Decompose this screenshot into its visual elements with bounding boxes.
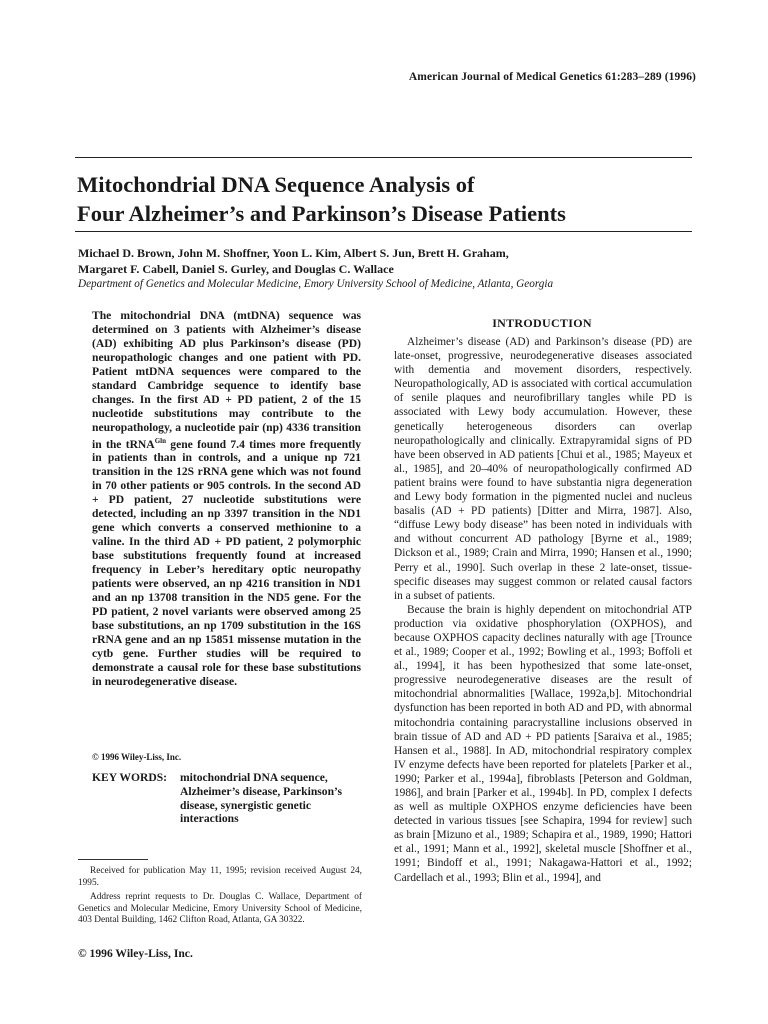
footnote-received: Received for publication May 11, 1995; revision received August 24, 1995.: [78, 866, 362, 888]
footnote-reprint: Address reprint requests to Dr. Douglas C. Wallace, Department of Genetics and Molecular Medicine, Emory University School of Medicine, 403 Dental Building, 1462 Clifton Road, Atlanta, GA 30322.: [78, 892, 362, 925]
article-title: [77, 170, 697, 228]
author-list: [78, 246, 693, 277]
abstract-superscript: Gln: [154, 436, 166, 445]
affiliation: Department of Genetics and Molecular Medicine, Emory University School of Medicine, Atlanta, Georgia: [78, 278, 554, 290]
keywords-text: mitochondrial DNA sequence, Alzheimer’s disease, Parkinson’s disease, synergistic genetic interactions: [180, 771, 342, 826]
keywords-label: KEY WORDS:: [92, 771, 168, 784]
abstract: [92, 309, 361, 689]
title-top-rule: [75, 157, 692, 158]
footnote-rule: [78, 859, 148, 860]
authors-line-2: Margaret F. Cabell, Daniel S. Gurley, and Douglas C. Wallace: [78, 261, 394, 276]
intro-paragraph-1: Alzheimer’s disease (AD) and Parkinson’s disease (PD) are late-onset, progressive, neurodegenerative diseases associated with dementia and movement disorders, respectively. Neuropathologically, AD is associated with cortical accumulation of senile plaques and neurofibrillary tangles while PD is associated with Lewy body accumulation. However, these genetically heterogeneous disorders can overlap neuropathologically and clinically. Extrapyramidal signs of PD have been observed in AD patients [Chui et al., 1985; Mayeux et al., 1985], and 20–40% of neuropathologically confirmed AD patient brains were found to have substantia nigra degeneration and Lewy body formation in the pigmented nuclei and nucleus basalis (AD + PD patients) [Ditter and Mirra, 1987]. Also, “diffuse Lewy body disease” has been noted in individuals with and without concurrent AD pathology [Byrne et al., 1989; Dickson et al., 1989; Crain and Mirra, 1990; Hansen et al., 1990; Perry et al., 1990]. Such overlap in these 2 late-onset, tissue-specific diseases may suggest common or related causal factors in a subset of patients.: [394, 336, 692, 602]
abstract-text-1: The mitochondrial DNA (mtDNA) sequence was determined on 3 patients with Alzheimer’s disease (AD) exhibiting AD plus Parkinson’s disease (PD) neuropathologic changes and one patient with PD. Patient mtDNA sequences were compared to the standard Cambridge sequence to identify base changes. In the first AD + PD patient, 2 of the 15 nucleotide substitutions may contribute to the neuropathology, a nucleotide pair (np) 4336 transition in the tRNA: [92, 309, 361, 451]
title-line-2: Four Alzheimer’s and Parkinson’s Disease Patients: [77, 201, 566, 226]
intro-paragraph-2: Because the brain is highly dependent on mitochondrial ATP production via oxidative phosphorylation (OXPHOS), and because OXPHOS capacity declines naturally with age [Trounce et al., 1989; Cooper et al., 1992; Bowling et al., 1993; Boffoli et al., 1994], it has been hypothesized that some late-onset, progressive neurodegenerative diseases are the result of mitochondrial abnormalities [Wallace, 1992a,b]. Mitochondrial dysfunction has been reported in both AD and PD, with abnormal mitochondria containing paracrystalline inclusions observed in brain tissue of AD and AD + PD patients [Saraiva et al., 1985; Hansen et al., 1988]. In AD, mitochondrial respiratory complex IV enzyme defects have been reported for platelets [Parker et al., 1990; Parker et al., 1994a], fibroblasts [Peterson and Goldman, 1986], and brain [Parker et al., 1994b]. In PD, complex I defects as well as multiple OXPHOS enzyme deficiencies have been detected in various tissues [see Schapira, 1994 for review] such as brain [Mizuno et al., 1989; Schapira et al., 1989, 1990; Hattori et al., 1991; Mann et al., 1992], skeletal muscle [Shoffner et al., 1991; Bindoff et al., 1991; Nakagawa-Hattori et al., 1992; Cardellach et al., 1993; Blin et al., 1994], and: [394, 603, 692, 884]
authors-line-1: Michael D. Brown, John M. Shoffner, Yoon L. Kim, Albert S. Jun, Brett H. Graham,: [78, 246, 509, 260]
introduction-heading: INTRODUCTION: [492, 316, 592, 330]
abstract-text-2: gene found 7.4 times more frequently in patients than in controls, and a unique np 721 transition in the 12S rRNA gene which was not found in 70 other patients or 905 controls. In the second AD + PD patient, 27 nucleotide substitutions were detected, including an np 3397 transition in the ND1 gene which converts a conserved methionine to a valine. In the third AD + PD patient, 2 polymorphic base substitutions frequently found at increased frequency in Leber’s hereditary optic neuropathy patients were observed, an np 4216 transition in ND1 and an np 13708 transition in the ND5 gene. For the PD patient, 2 novel variants were observed among 25 base substitutions, an np 1709 substitution in the 16S rRNA gene and an np 15851 missense mutation in the cytb gene. Further studies will be required to demonstrate a causal role for these base substitutions in neurodegenerative disease.: [92, 437, 361, 688]
page-copyright: © 1996 Wiley-Liss, Inc.: [78, 947, 193, 960]
journal-citation: American Journal of Medical Genetics 61:283–289 (1996): [408, 71, 696, 83]
abstract-copyright: © 1996 Wiley-Liss, Inc.: [92, 752, 182, 762]
title-line-1: Mitochondrial DNA Sequence Analysis of: [77, 172, 475, 197]
title-bottom-rule: [75, 231, 692, 232]
introduction-body: [394, 335, 692, 885]
